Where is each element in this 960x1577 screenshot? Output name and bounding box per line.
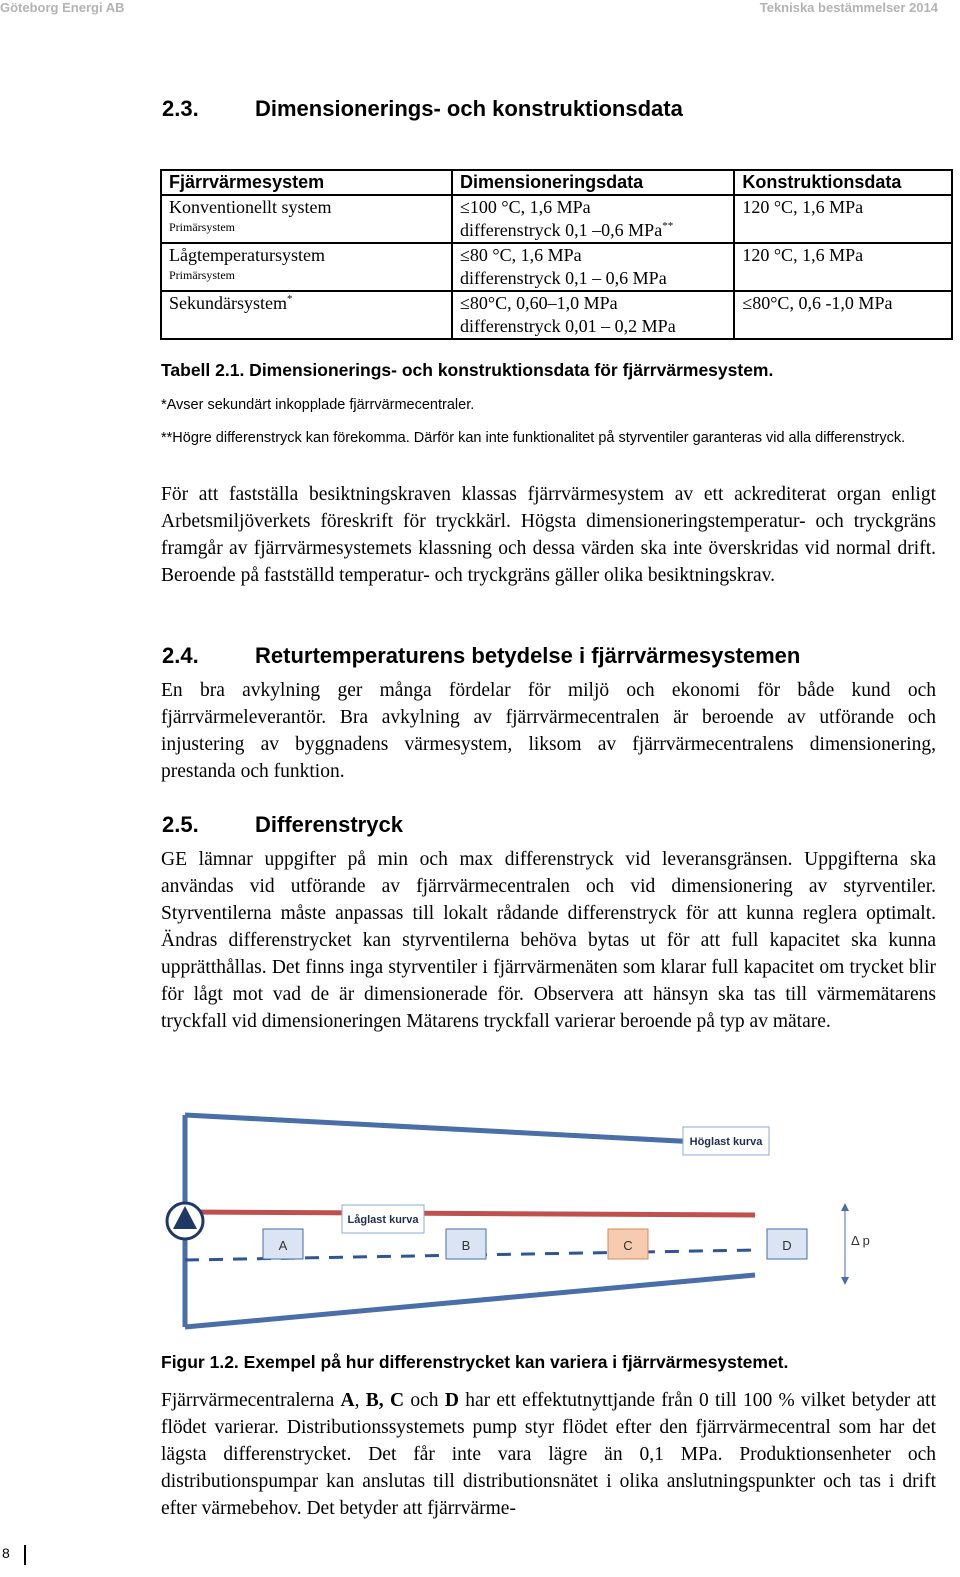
upper-pipe (185, 1115, 755, 1145)
section-title: Dimensionerings- och konstruktionsdata (255, 96, 683, 121)
station-ref-c: C (389, 1390, 405, 1411)
table-cell-dimension (452, 243, 734, 291)
low-load-label (342, 1205, 424, 1233)
system-name: Lågtemperatursystem (169, 245, 325, 265)
paragraph-avkylning: En bra avkylning ger många fördelar för miljö och ekonomi för både kund och fjärrvärmeleverantör. Bra avkylning av fjärrvärmecentralen är beroende av utförande och injustering av byggnadens värmesystem, liksom av fjärrvärmecentralens dimensionering, prestanda och funktion. (161, 680, 936, 782)
section-number: 2.3. (162, 96, 199, 121)
svg-text:C: C (623, 1238, 633, 1253)
header-company: Göteborg Energi AB (0, 0, 125, 15)
table-caption: Tabell 2.1. Dimensionerings- och konstruktionsdata för fjärrvärmesystem. (161, 360, 774, 380)
pressure-diagram (155, 1105, 915, 1335)
svg-text:D: D (782, 1238, 792, 1253)
text-span: Fjärrvärmecentralerna (161, 1390, 341, 1411)
svg-text:A: A (278, 1238, 288, 1253)
table-cell-system (161, 243, 452, 291)
system-sub: Primärsystem (169, 268, 235, 282)
table-header-row (161, 170, 952, 195)
section-heading-2-3 (162, 96, 683, 122)
station-ref-a: A (340, 1390, 355, 1411)
table-cell-system (161, 195, 452, 243)
text-span: har ett effektutnyttjande från 0 till 100 % vilket betyder att flödet varierar. Distributionssystemets pump styr flödet efter den fjärrvärmecentral som har det lägsta differenstrycket. Det får inte vara lägre än 0,1 MPa. Produktionsenheter och distributionspumpar kan anslutas till distributionsnätet i olika anslutningspunkter och tas i drift efter värmebehov. Det betyder att fjärrvärme- (161, 1390, 937, 1519)
svg-text:Höglast kurva: Höglast kurva (689, 1136, 763, 1148)
system-name-text: Sekundärsystem (169, 293, 287, 313)
table-cell-dimension (452, 195, 734, 243)
header-document-title: Tekniska bestämmelser 2014 (759, 0, 938, 15)
section-heading-2-4 (162, 643, 800, 669)
dimension-table (160, 169, 953, 340)
dim-line-1: ≤80 °C, 1,6 MPa (460, 245, 582, 265)
section-title: Differenstryck (255, 812, 403, 837)
system-name: Konventionellt system (169, 197, 332, 217)
station-ref-d: D (444, 1390, 459, 1411)
dim-line-1: ≤100 °C, 1,6 MPa (460, 197, 591, 217)
system-sub: Primärsystem (169, 220, 235, 234)
system-name (169, 292, 451, 315)
page-number-divider (24, 1545, 26, 1565)
paragraph-besiktning: För att fastställa besiktningskraven klassas fjärrvärmesystem av ett ackrediterat organ enligt Arbetsmiljöverkets föreskrift för tryckkärl. Högsta dimensioneringstemperatur- och tryckgräns framgår av fjärrvärmesystemets klassning och dessa värden ska inte överskridas vid normal drift. Beroende på fastställd temperatur- och tryckgräns gäller olika besiktningskrav. (161, 484, 936, 586)
text-span: , (354, 1390, 366, 1411)
table-row (161, 291, 952, 339)
station-ref-b: B, (365, 1390, 384, 1411)
station-a (263, 1229, 303, 1259)
footnote-2: **Högre differenstryck kan förekomma. Därför kan inte funktionalitet på styrventiler garanteras vid alla differenstryck. (161, 430, 906, 446)
header-konstruktionsdata: Konstruktionsdata (734, 170, 952, 195)
svg-text:Låglast kurva: Låglast kurva (347, 1214, 419, 1226)
footnote-mark: ** (662, 220, 674, 232)
section-title: Returtemperaturens betydelse i fjärrvärmesystemen (255, 643, 801, 668)
table-row (161, 195, 952, 243)
dim-line-2: differenstryck 0,1 – 0,6 MPa (460, 268, 667, 288)
table-cell-construction: ≤80°C, 0,6 -1,0 MPa (734, 291, 952, 339)
dim-line-1: ≤80°C, 0,60–1,0 MPa (460, 293, 618, 313)
high-load-label (683, 1127, 769, 1155)
table-cell-construction: 120 °C, 1,6 MPa (734, 195, 952, 243)
figure-caption: Figur 1.2. Exempel på hur differenstrycket kan variera i fjärrvärmesystemet. (161, 1352, 789, 1372)
delta-p-arrow (841, 1203, 849, 1285)
delta-p-label: Δ p (851, 1233, 870, 1248)
dim-line-2: differenstryck 0,01 – 0,2 MPa (460, 316, 676, 336)
text-span: och (404, 1390, 445, 1411)
station-b (446, 1229, 486, 1259)
footnote-1: *Avser sekundärt inkopplade fjärrvärmecentraler. (161, 397, 475, 413)
section-number: 2.5. (162, 812, 199, 837)
dim-line-2-text: differenstryck 0,1 –0,6 MPa (460, 220, 663, 240)
table-cell-system (161, 291, 452, 339)
section-heading-2-5 (162, 812, 403, 838)
lower-pipe (185, 1275, 755, 1327)
page-number: 8 (2, 1545, 10, 1561)
svg-text:B: B (461, 1238, 471, 1253)
paragraph-fjarrvarmecentraler (161, 1387, 936, 1522)
header-dimensioneringsdata: Dimensioneringsdata (452, 170, 734, 195)
header-fjarrvarmesystem: Fjärrvärmesystem (161, 170, 452, 195)
station-c (608, 1229, 648, 1259)
dim-line-2 (460, 219, 733, 242)
footnote-mark: * (286, 293, 293, 305)
table-row (161, 243, 952, 291)
station-d (767, 1229, 807, 1259)
paragraph-differenstryck: GE lämnar uppgifter på min och max differenstryck vid leveransgränsen. Uppgifterna ska användas vid utförande av fjärrvärmecentralen och vid dimensionering av styrventiler. Styrventilerna måste anpassas till lokalt rådande differenstryck för att kunna reglera optimalt. Ändras differenstrycket kan styrventilerna behöva bytas ut för att full kapacitet ska kunna upprätthållas. Det finns inga styrventiler i fjärrvärmenäten som klarar full kapacitet om trycket blir för lågt mot vad de är dimensionerade för. Observera att hänsyn ska tas till värmemätarens tryckfall vid dimensioneringen Mätarens tryckfall varierar beroende på typ av mätare. (161, 849, 936, 1032)
pump-icon (167, 1203, 203, 1239)
section-number: 2.4. (162, 643, 199, 668)
table-cell-dimension (452, 291, 734, 339)
high-load-curve (185, 1212, 755, 1215)
table-cell-construction: 120 °C, 1,6 MPa (734, 243, 952, 291)
